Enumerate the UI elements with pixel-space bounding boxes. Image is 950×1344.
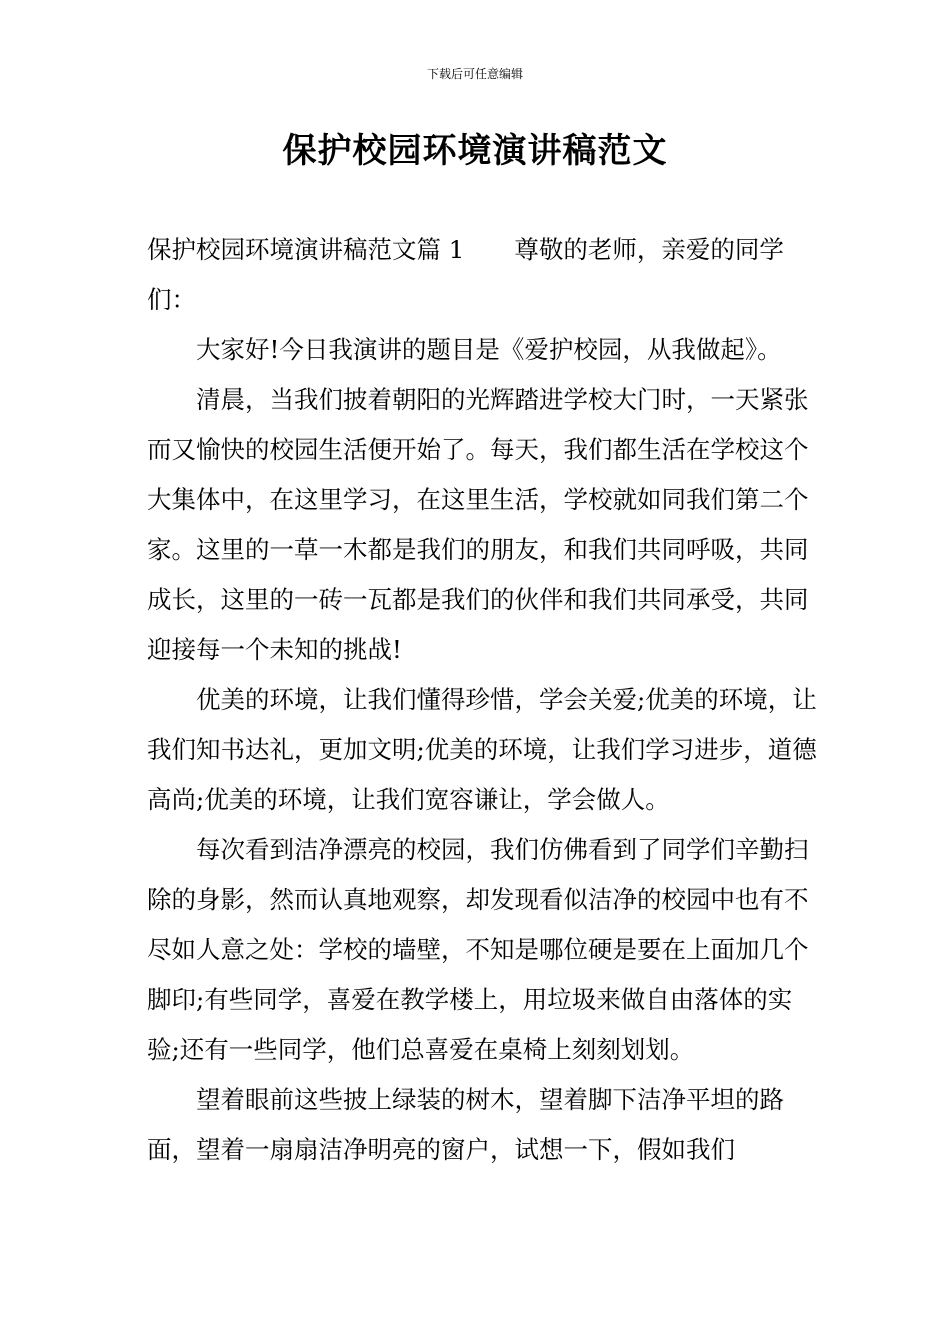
page-header-note: 下载后可任意编辑 xyxy=(426,67,523,81)
paragraph-1: 大家好!今日我演讲的题目是《爱护校园，从我做起》。 xyxy=(196,335,782,364)
paragraph-2: 清晨，当我们披着朝阳的光辉踏进学校大门时，一天紧张而又愉快的校园生活便开始了。每天，我们都生活在学校这个大集体中，在这里学习，在这里生活，学校就如同我们第二个家。这里的一草一木都是我们的朋友，和我们共同呼吸，共同成长，这里的一砖一瓦都是我们的伙伴和我们共同承受，共同迎接每一个未知的挑战! xyxy=(147,385,809,664)
document-title: 保护校园环境演讲稿范文 xyxy=(282,131,668,171)
section-heading: 保护校园环境演讲稿范文篇 1 xyxy=(147,235,465,264)
paragraph-5: 望着眼前这些披上绿装的树木，望着脚下洁净平坦的路面，望着一扇扇洁净明亮的窗户，试想一下，假如我们 xyxy=(147,1085,784,1164)
paragraph-4: 每次看到洁净漂亮的校园，我们仿佛看到了同学们辛勤扫除的身影，然而认真地观察，却发现看似洁净的校园中也有不尽如人意之处：学校的墙壁，不知是哪位硬是要在上面加几个脚印;有些同学，喜爱在教学楼上，用垃圾来做自由落体的实验;还有一些同学，他们总喜爱在桌椅上刻刻划划。 xyxy=(147,835,809,1064)
salutation: 尊敬的老师，亲爱的同学们： xyxy=(147,235,784,314)
paragraph-3: 优美的环境，让我们懂得珍惜，学会关爱;优美的环境，让我们知书达礼，更加文明;优美的环境，让我们学习进步，道德高尚;优美的环境，让我们宽容谦让，学会做人。 xyxy=(147,685,817,814)
document-body xyxy=(147,225,819,1175)
intro-line xyxy=(147,225,819,325)
